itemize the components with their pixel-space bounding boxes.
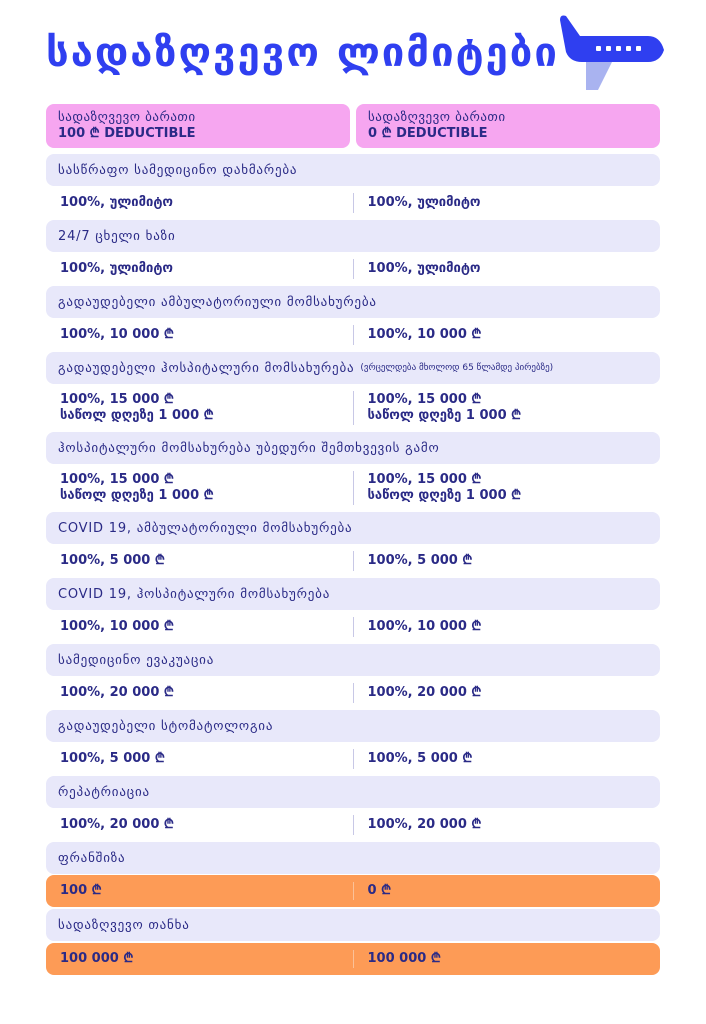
value-left: 100%, 20 000 ₾ xyxy=(60,685,174,700)
value-left: 100%, 5 000 ₾ xyxy=(60,553,165,568)
category-inpatient xyxy=(46,352,660,384)
header-card-deductible-0 xyxy=(356,104,660,148)
value-left: 100%, 15 000 ₾ საწოლ დღეზე 1 000 ₾ xyxy=(60,472,214,503)
table-header xyxy=(46,104,660,148)
value-right: 100%, 15 000 ₾ საწოლ დღეზე 1 000 ₾ xyxy=(367,472,522,503)
table-row-highlight xyxy=(46,943,660,975)
header-card-title: სადაზღვევო ბარათი xyxy=(368,110,506,125)
category-label: გადაუდებელი სტომატოლოგია xyxy=(58,718,274,734)
value-right: 100%, 20 000 ₾ xyxy=(367,685,482,700)
category-hotline xyxy=(46,220,660,252)
category-label: 24/7 ცხელი ხაზი xyxy=(58,228,176,244)
category-outpatient xyxy=(46,286,660,318)
value-left: 100 ₾ xyxy=(60,883,102,898)
value-right: 100%, 10 000 ₾ xyxy=(367,327,482,342)
category-dental xyxy=(46,710,660,742)
category-note: (ვრცელდება მხოლოდ 65 წლამდე პირებზე) xyxy=(360,363,554,373)
category-franchise xyxy=(46,842,660,874)
value-right: 0 ₾ xyxy=(367,883,392,898)
value-left: 100%, ულიმიტო xyxy=(60,195,174,210)
table-row xyxy=(46,384,660,432)
table-row xyxy=(46,252,660,286)
value-left: 100%, 10 000 ₾ xyxy=(60,327,174,342)
category-label: გადაუდებელი ჰოსპიტალური მომსახურება xyxy=(58,360,355,376)
header-card-deductible-100 xyxy=(46,104,350,148)
table-row xyxy=(46,808,660,842)
category-covid-inpatient xyxy=(46,578,660,610)
value-left: 100 000 ₾ xyxy=(60,951,134,966)
category-accident-hospital xyxy=(46,432,660,464)
header-card-deductible: 0 ₾ DEDUCTIBLE xyxy=(368,126,488,141)
value-right: 100 000 ₾ xyxy=(367,951,441,966)
category-label: ჰოსპიტალური მომსახურება უბედური შემთხვევის გამო xyxy=(58,440,440,456)
airplane-icon xyxy=(556,14,666,94)
value-left: 100%, 15 000 ₾ საწოლ დღეზე 1 000 ₾ xyxy=(60,392,214,423)
value-right: 100%, ულიმიტო xyxy=(367,195,481,210)
table-row xyxy=(46,610,660,644)
limits-table xyxy=(46,104,660,975)
table-row xyxy=(46,544,660,578)
category-repatriation xyxy=(46,776,660,808)
category-evacuation xyxy=(46,644,660,676)
category-label: სადაზღვევო თანხა xyxy=(58,917,190,933)
table-row xyxy=(46,186,660,220)
value-right: 100%, 5 000 ₾ xyxy=(367,751,473,766)
category-label: სასწრაფო სამედიცინო დახმარება xyxy=(58,162,298,178)
value-right: 100%, 10 000 ₾ xyxy=(367,619,482,634)
table-row-highlight xyxy=(46,875,660,907)
header-card-title: სადაზღვევო ბარათი xyxy=(58,110,196,125)
header-card-deductible: 100 ₾ DEDUCTIBLE xyxy=(58,126,196,141)
table-row xyxy=(46,318,660,352)
category-emergency-aid xyxy=(46,154,660,186)
category-sum-insured xyxy=(46,909,660,941)
value-left: 100%, 20 000 ₾ xyxy=(60,817,174,832)
value-left: 100%, ულიმიტო xyxy=(60,261,174,276)
table-row xyxy=(46,676,660,710)
category-covid-outpatient xyxy=(46,512,660,544)
table-row xyxy=(46,464,660,512)
category-label: სამედიცინო ევაკუაცია xyxy=(58,652,215,668)
value-right: 100%, 5 000 ₾ xyxy=(367,553,473,568)
value-right: 100%, 20 000 ₾ xyxy=(367,817,482,832)
category-label: რეპატრიაცია xyxy=(58,784,150,800)
category-label: COVID 19, ჰოსპიტალური მომსახურება xyxy=(58,586,331,602)
value-left: 100%, 10 000 ₾ xyxy=(60,619,174,634)
category-label: ფრანშიზა xyxy=(58,850,126,866)
category-label: გადაუდებელი ამბულატორიული მომსახურება xyxy=(58,294,377,310)
value-right: 100%, 15 000 ₾ საწოლ დღეზე 1 000 ₾ xyxy=(367,392,522,423)
value-right: 100%, ულიმიტო xyxy=(367,261,481,276)
category-label: COVID 19, ამბულატორიული მომსახურება xyxy=(58,520,353,536)
table-row xyxy=(46,742,660,776)
page-title: სადაზღვევო ლიმიტები xyxy=(46,30,559,76)
value-left: 100%, 5 000 ₾ xyxy=(60,751,165,766)
